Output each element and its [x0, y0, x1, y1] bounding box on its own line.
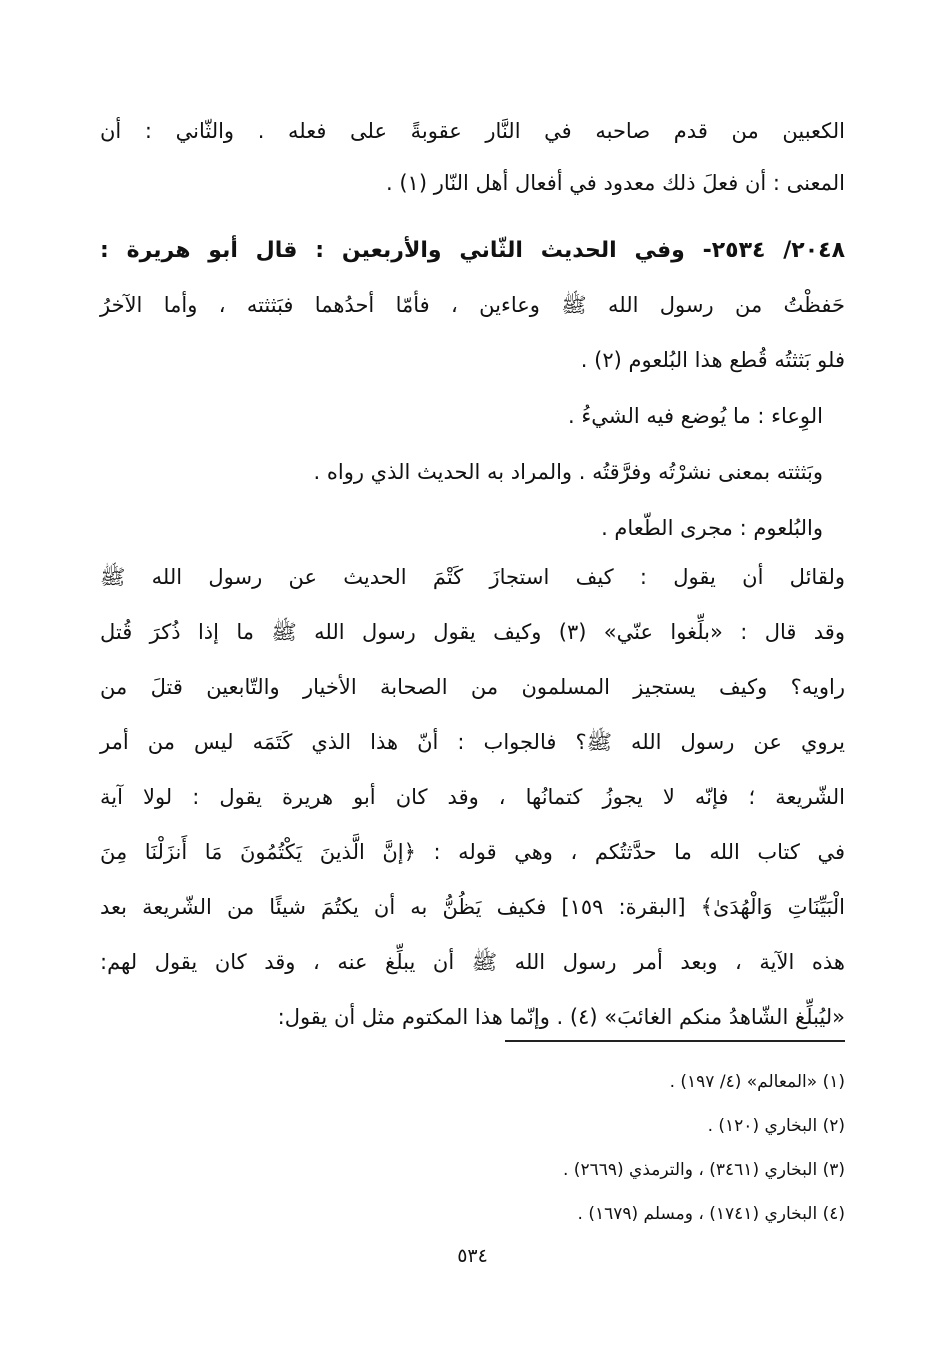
definition-line: وبَثثته بمعنى نشرْتُه وفرَّقتُه . والمراد به الحديث الذي رواه .	[313, 460, 823, 484]
text-line: الْبَيِّنَاتِ وَالْهُدَىٰ﴾ [البقرة: ١٥٩] فكيف يَظُنُّ به أن يكتُمَ شيئًا من الشّريعة بعد	[100, 895, 845, 919]
text-line: الكعبين من قدم صاحبه في النَّار عقوبةً على فعله . والثّاني : أن	[100, 119, 845, 143]
paragraph-1	[100, 105, 845, 209]
text-line: هذه الآية ، وبعد أمر رسول الله ﷺ أن يبلِّغ عنه ، وقد كان يقول لهم:	[100, 950, 845, 974]
definitions	[100, 388, 845, 556]
definition-line: والبُلعوم : مجرى الطّعام .	[601, 516, 823, 540]
text-line: يروي عن رسول الله ﷺ؟ فالجواب : أنّ هذا الذي كَتَمَه ليس من أمر	[100, 730, 845, 754]
text-line: ولقائل أن يقول : كيف استجازَ كَتْمَ الحديث عن رسول الله ﷺ	[100, 565, 845, 589]
text-line: وقد قال : «بلِّغوا عنّي» (٣) وكيف يقول رسول الله ﷺ ما إذا ذُكرَ قُتل	[100, 620, 845, 644]
text-line: حَفظْتُ من رسول الله ﷺ وعاءين ، فأمّا أحدُهما فبَثثته ، وأما الآخرُ	[100, 293, 845, 317]
footnote: (٢) البخاري (١٢٠) .	[707, 1116, 845, 1136]
hadith-heading-line: ٢٠٤٨/ ٢٥٣٤- وفي الحديث الثّاني والأربعين : قال أبو هريرة :	[100, 238, 845, 263]
page-number: ٥٣٤	[457, 1245, 488, 1267]
footnote: (٣) البخاري (٣٤٦١) ، والترمذي (٢٦٦٩) .	[563, 1160, 845, 1180]
text-line: «ليُبلِّغ الشّاهدُ منكم الغائبَ» (٤) . وإنّما هذا المكتوم مثل أن يقول:	[277, 1005, 845, 1029]
footnote: (١) «المعالم» (٤/ ١٩٧) .	[669, 1072, 845, 1092]
text-line: الشّريعة ؛ فإنّه لا يجوزُ كتمانُها ، وقد كان أبو هريرة يقول : لولا آية	[100, 785, 845, 809]
page-content	[100, 95, 845, 1335]
text-line: فلو بَثثتُه قُطع هذا البُلعوم (٢) .	[580, 348, 845, 372]
definition-line: الوِعاء : ما يُوضع فيه الشيءُ .	[567, 404, 823, 428]
hadith-paragraph	[100, 223, 845, 388]
footnotes	[100, 1060, 845, 1236]
text-line: المعنى : أن فعلَ ذلك معدود في أفعال أهل النّار (١) .	[386, 171, 845, 195]
footnote: (٤) البخاري (١٧٤١) ، ومسلم (١٦٧٩) .	[577, 1204, 845, 1224]
paragraph-3	[100, 550, 845, 1045]
footnote-divider	[505, 1040, 845, 1042]
text-line: في كتاب الله ما حدَّثتُكم ، وهي قوله : ﴿إنَّ الَّذينَ يَكْتُمُونَ مَا أَنزَلْنَا مِنَ	[100, 840, 845, 864]
text-line: راويه؟ وكيف يستجيز المسلمون من الصحابة الأخيار والتّابعين قتلَ من	[100, 675, 845, 699]
